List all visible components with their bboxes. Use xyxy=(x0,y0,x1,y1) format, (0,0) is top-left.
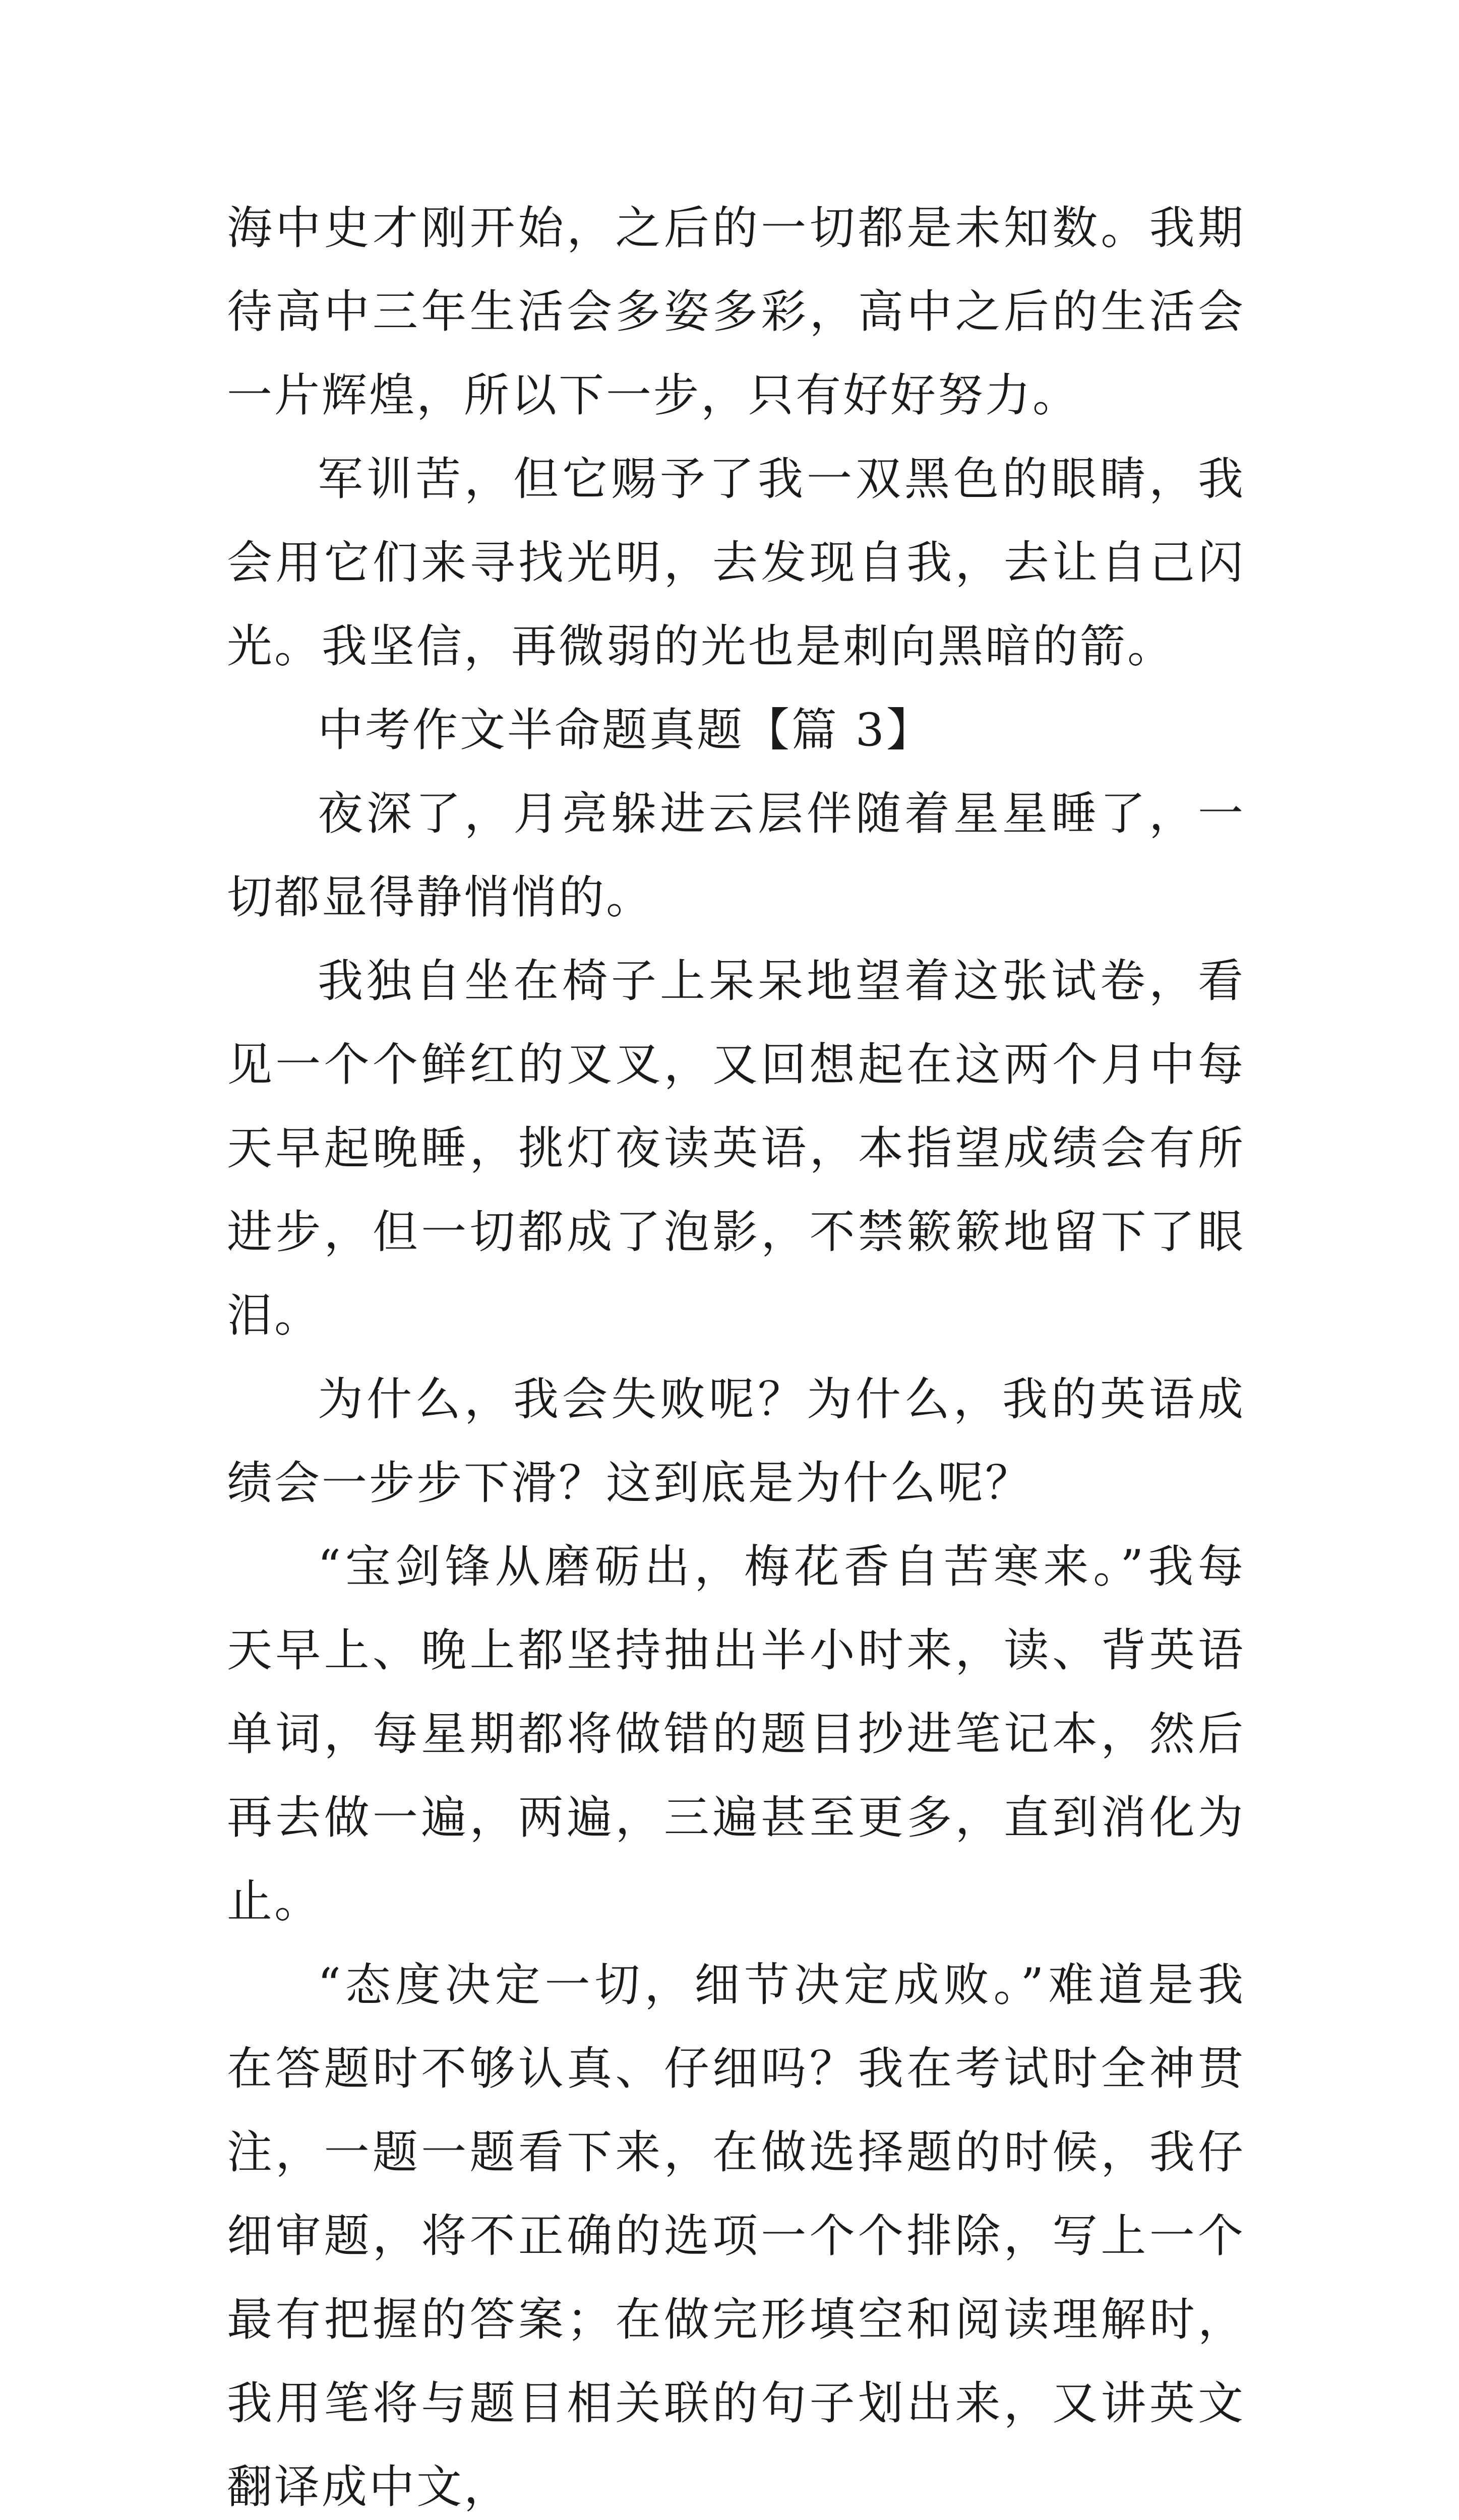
document-page xyxy=(227,186,1245,2520)
paragraph-attitude-quote: “态度决定一切，细节决定成败。”难道是我在答题时不够认真、仔细吗？我在考试时全神贯注，一题一题看下来，在做选择题的时候，我仔细审题，将不正确的选项一个个排除，写上一个最有把握的答案；在做完形填空和阅读理解时，我用笔将与题目相关联的句子划出来，又讲英文翻译成中文， xyxy=(227,1959,1245,2513)
paragraph-military-training: 军训苦，但它赐予了我一双黑色的眼睛，我会用它们来寻找光明，去发现自我，去让自己闪光。我坚信，再微弱的光也是刺向黑暗的箭。 xyxy=(227,453,1245,673)
section-heading: 中考作文半命题真题【篇 3】 xyxy=(318,704,934,757)
paragraph-why-fail: 为什么，我会失败呢？为什么，我的英语成绩会一步步下滑？这到底是为什么呢？ xyxy=(227,1373,1245,1509)
paragraph-test-paper: 我独自坐在椅子上呆呆地望着这张试卷，看见一个个鲜红的叉叉，又回想起在这两个月中每天早起晚睡，挑灯夜读英语，本指望成绩会有所进步，但一切都成了泡影，不禁簌簌地留下了眼泪。 xyxy=(227,955,1245,1342)
paragraph-night: 夜深了，月亮躲进云层伴随着星星睡了，一切都显得静悄悄的。 xyxy=(227,787,1245,924)
paragraph-sword-quote: “宝剑锋从磨砺出，梅花香自苦寒来。”我每天早上、晚上都坚持抽出半小时来，读、背英语单词，每星期都将做错的题目抄进笔记本，然后再去做一遍，两遍，三遍甚至更多，直到消化为止。 xyxy=(227,1540,1245,1928)
paragraph-continued: 海中史才刚开始，之后的一切都是未知数。我期待高中三年生活会多姿多彩，高中之后的生活会一片辉煌，所以下一步，只有好好努力。 xyxy=(227,202,1245,422)
